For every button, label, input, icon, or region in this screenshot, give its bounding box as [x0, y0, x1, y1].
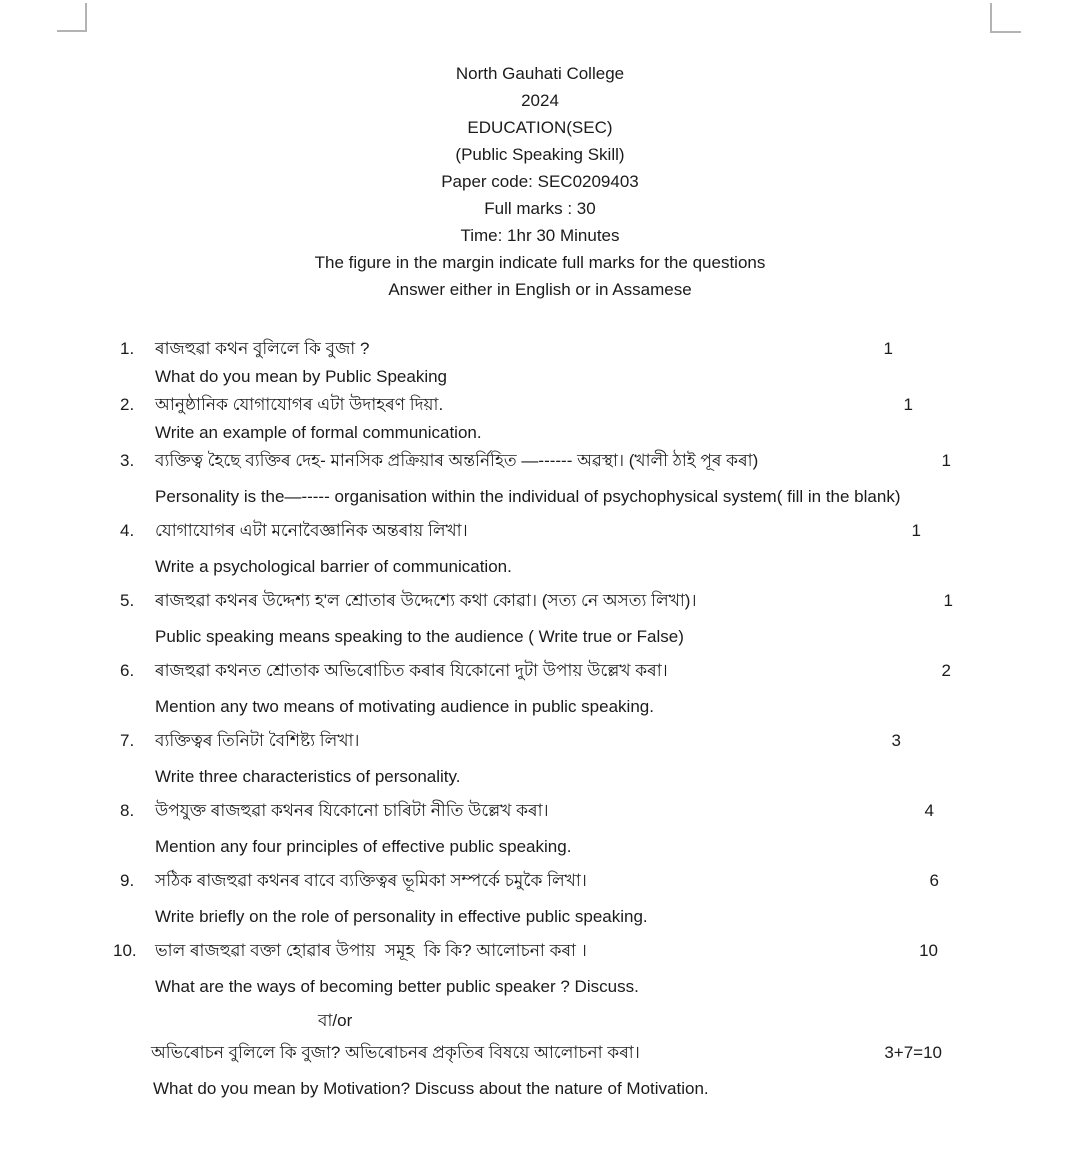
question-english: What do you mean by Motivation? Discuss about the nature of Motivation. — [153, 1079, 709, 1098]
instruction-marks: The figure in the margin indicate full marks for the questions — [314, 253, 766, 272]
question-assamese: ব্যক্তিত্বৰ তিনিটা বৈশিষ্ট্য লিখা। — [155, 731, 360, 750]
question-english: Personality is the—----- organisation within the individual of psychophysical system( fill in the blank) — [155, 487, 901, 506]
question-marks: 10 — [919, 941, 938, 960]
question-marks: 6 — [929, 871, 939, 890]
question-english: Write an example of formal communication. — [155, 423, 482, 442]
question-row — [120, 517, 1080, 545]
question-english: Write three characteristics of personality. — [155, 767, 461, 786]
page-corner-mark-top-right — [990, 31, 1021, 33]
question-row — [120, 447, 1080, 475]
question-marks: 1 — [883, 339, 893, 358]
question-assamese: ৰাজহুৱা কথনৰ উদ্দেশ্য হ'ল শ্ৰোতাৰ উদ্দেশ্যে কথা কোৱা। (সত্য নে অসত্য লিখা)। — [155, 591, 697, 610]
question-number: 8. — [120, 801, 135, 820]
question-english: Mention any four principles of effective public speaking. — [155, 837, 572, 856]
question-marks: 1 — [943, 591, 953, 610]
paper-code: Paper code: SEC0209403 — [441, 172, 639, 191]
questions-section — [0, 335, 1080, 1103]
question-marks: 3 — [891, 731, 901, 750]
question-item — [120, 657, 1080, 721]
page-corner-mark-top-left — [85, 3, 87, 32]
question-marks: 1 — [941, 451, 951, 470]
question-assamese: ভাল ৰাজহুৱা বক্তা হোৱাৰ উপায় সমূহ কি কি? আলোচনা কৰা । — [155, 941, 587, 960]
full-marks: Full marks : 30 — [484, 199, 596, 218]
question-number: 7. — [120, 731, 135, 750]
question-english: Write a psychological barrier of communication. — [155, 557, 512, 576]
question-row — [120, 587, 1080, 615]
question-english: What do you mean by Public Speaking — [155, 367, 448, 386]
question-row — [120, 391, 1080, 419]
question-number: 1. — [120, 339, 135, 358]
question-item — [113, 937, 1080, 1001]
question-row — [120, 335, 1080, 363]
question-assamese: আনুষ্ঠানিক যোগাযোগৰ এটা উদাহৰণ দিয়া. — [155, 395, 444, 414]
question-english: Write briefly on the role of personality in effective public speaking. — [155, 907, 648, 926]
question-number: 9. — [120, 871, 135, 890]
question-marks: 1 — [903, 395, 913, 414]
question-assamese: সঠিক ৰাজহুৱা কথনৰ বাবে ব্যক্তিত্বৰ ভূমিকা সম্পৰ্কে চমুকৈ লিখা। — [155, 871, 587, 890]
question-assamese: ৰাজহুৱা কথন বুলিলে কি বুজা ? — [155, 339, 370, 358]
question-row — [113, 937, 1080, 965]
question-item — [120, 727, 1080, 791]
question-number: 6. — [120, 661, 135, 680]
question-marks: 2 — [941, 661, 951, 680]
subject-name: EDUCATION(SEC) — [467, 118, 613, 137]
question-item — [120, 447, 1080, 511]
exam-year: 2024 — [521, 91, 559, 110]
question-item — [120, 391, 1080, 447]
paper-header — [0, 0, 1080, 303]
question-item — [120, 335, 1080, 391]
question-number: 2. — [120, 395, 135, 414]
question-row — [120, 727, 1080, 755]
question-marks: 3+7=10 — [884, 1043, 942, 1062]
question-english: Public speaking means speaking to the audience ( Write true or False) — [155, 627, 684, 646]
questions-list — [113, 335, 1080, 1001]
question-english: Mention any two means of motivating audience in public speaking. — [155, 697, 654, 716]
question-assamese: অভিৰোচন বুলিলে কি বুজা? অভিৰোচনৰ প্ৰকৃতিৰ বিষয়ে আলোচনা কৰা। — [151, 1043, 640, 1062]
question-item — [120, 797, 1080, 861]
question-item — [120, 517, 1080, 581]
page-corner-mark-top-left — [57, 30, 87, 32]
question-number: 10. — [113, 941, 137, 960]
or-question-item — [120, 1039, 1080, 1103]
question-number: 3. — [120, 451, 135, 470]
college-name: North Gauhati College — [455, 64, 625, 83]
time-allowed: Time: 1hr 30 Minutes — [460, 226, 620, 245]
question-row — [120, 797, 1080, 825]
question-item — [120, 587, 1080, 651]
paper-title: (Public Speaking Skill) — [455, 145, 625, 164]
question-row — [120, 657, 1080, 685]
question-assamese: যোগাযোগৰ এটা মনোবৈজ্ঞানিক অন্তৰায় লিখা। — [155, 521, 468, 540]
question-assamese: ৰাজহুৱা কথনত শ্ৰোতাক অভিৰোচিত কৰাৰ যিকোনো দুটা উপায় উল্লেখ কৰা। — [155, 661, 668, 680]
question-assamese: ব্যক্তিত্ব হৈছে ব্যক্তিৰ দেহ- মানসিক প্ৰক্ৰিয়াৰ অন্তৰ্নিহিত —------ অৱস্থা। (খালী ঠাই পূৰ কৰা) — [155, 451, 759, 470]
or-divider: বা/or — [318, 1011, 353, 1030]
question-item — [120, 867, 1080, 931]
question-number: 4. — [120, 521, 135, 540]
question-number: 5. — [120, 591, 135, 610]
question-assamese: উপযুক্ত ৰাজহুৱা কথনৰ যিকোনো চাৰিটা নীতি উল্লেখ কৰা। — [155, 801, 549, 820]
instruction-language: Answer either in English or in Assamese — [388, 280, 692, 299]
question-marks: 4 — [924, 801, 934, 820]
page-corner-mark-top-right — [990, 3, 992, 33]
question-row — [120, 867, 1080, 895]
question-marks: 1 — [911, 521, 921, 540]
question-row — [120, 1039, 1080, 1067]
question-english: What are the ways of becoming better public speaker ? Discuss. — [155, 977, 639, 996]
